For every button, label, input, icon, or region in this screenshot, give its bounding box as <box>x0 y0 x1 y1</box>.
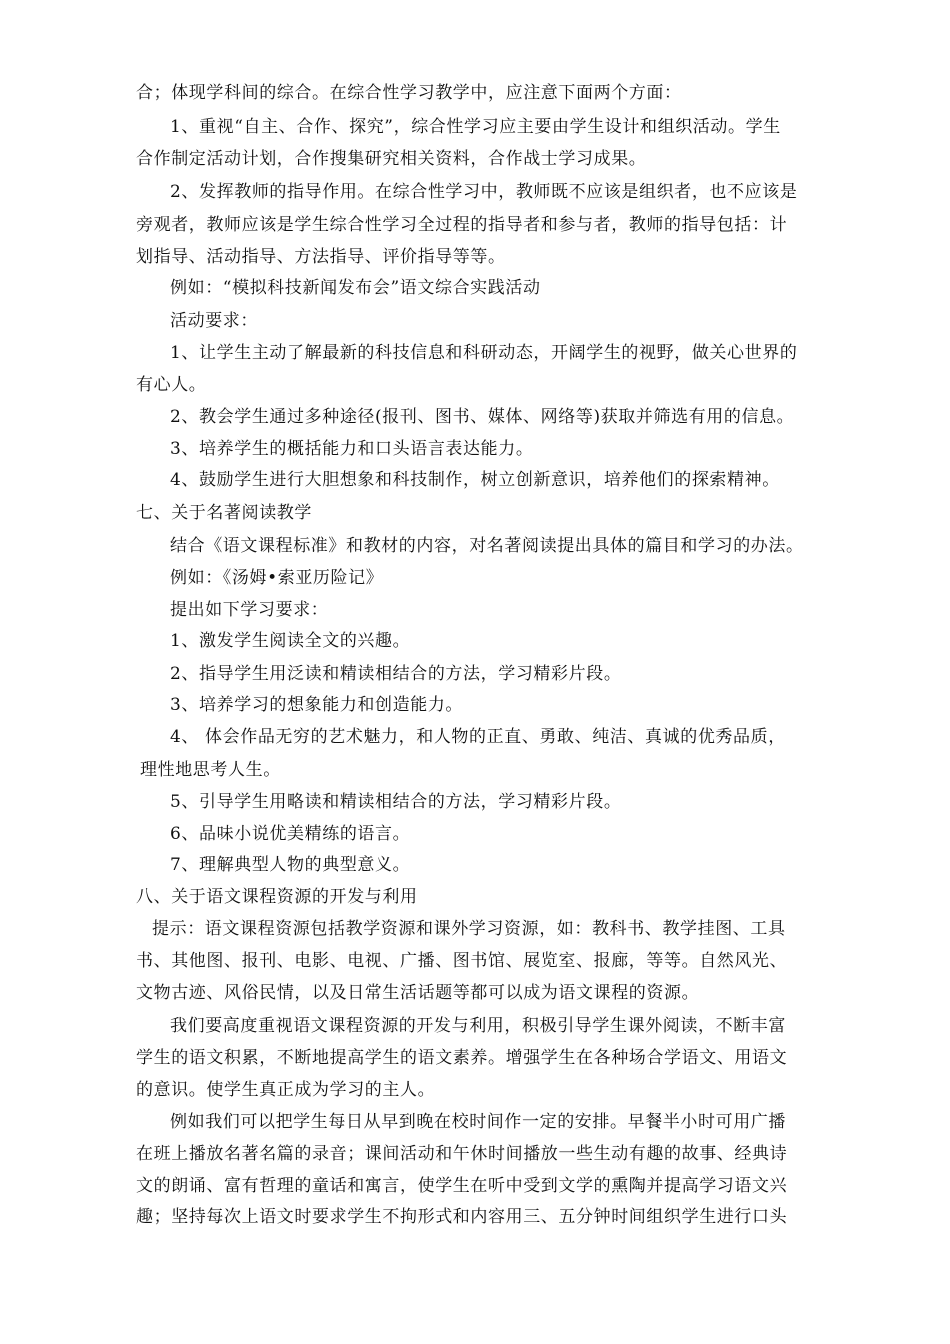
text-line: 文物古迹、风俗民情，以及日常生活话题等都可以成为语文课程的资源。 <box>136 983 700 1003</box>
text-line: 书、其他图、报刊、电影、电视、广播、图书馆、展览室、报廊，等等。自然风光、 <box>136 951 788 971</box>
text-line: 1、重视“自主、合作、探究”，综合性学习应主要由学生设计和组织活动。学生 <box>170 117 781 137</box>
text-line: 例如：《汤姆•索亚历险记》 <box>170 568 384 588</box>
text-line: 在班上播放名著名篇的录音；课间活动和午休时间播放一些生动有趣的故事、经典诗 <box>136 1144 788 1164</box>
section-heading: 七、关于名著阅读教学 <box>136 503 312 523</box>
text-line: 活动要求： <box>170 311 258 331</box>
text-line: 提示：语文课程资源包括教学资源和课外学习资源，如：教科书、教学挂图、工具 <box>152 919 786 939</box>
text-line: 7、理解典型人物的典型意义。 <box>170 855 411 875</box>
text-line: 1、激发学生阅读全文的兴趣。 <box>170 631 411 651</box>
section-heading: 八、关于语文课程资源的开发与利用 <box>136 887 418 907</box>
text-line: 3、培养学习的想象能力和创造能力。 <box>170 695 464 715</box>
text-line: 5、引导学生用略读和精读相结合的方法，学习精彩片段。 <box>170 792 622 812</box>
text-line: 例如我们可以把学生每日从早到晚在校时间作一定的安排。早餐半小时可用广播 <box>170 1112 786 1132</box>
text-line: 例如：“模拟科技新闻发布会”语文综合实践活动 <box>170 278 541 298</box>
text-line: 1、让学生主动了解最新的科技信息和科研动态，开阔学生的视野，做关心世界的 <box>170 343 798 363</box>
text-line: 学生的语文积累，不断地提高学生的语文素养。增强学生在各种场合学语文、用语文 <box>136 1048 788 1068</box>
text-line: 理性地思考人生。 <box>140 760 281 780</box>
text-line: 6、品味小说优美精练的语言。 <box>170 824 411 844</box>
text-line: 2、教会学生通过多种途径(报刊、图书、媒体、网络等)获取并筛选有用的信息。 <box>170 407 795 427</box>
text-line: 旁观者，教师应该是学生综合性学习全过程的指导者和参与者，教师的指导包括：计 <box>136 215 788 235</box>
text-line: 文的朗诵、富有哲理的童话和寓言，使学生在听中受到文学的熏陶并提高学习语文兴 <box>136 1176 788 1196</box>
text-line: 划指导、活动指导、方法指导、评价指导等等。 <box>136 247 506 267</box>
text-line: 3、培养学生的概括能力和口头语言表达能力。 <box>170 439 534 459</box>
text-line: 提出如下学习要求： <box>170 600 329 620</box>
text-line: 我们要高度重视语文课程资源的开发与利用，积极引导学生课外阅读，不断丰富 <box>170 1016 786 1036</box>
text-line: 4、 体会作品无穷的艺术魅力，和人物的正直、勇敢、纯洁、真诚的优秀品质， <box>170 727 786 747</box>
text-line: 的意识。使学生真正成为学习的主人。 <box>136 1080 436 1100</box>
text-line: 4、鼓励学生进行大胆想象和科技制作，树立创新意识，培养他们的探索精神。 <box>170 470 780 490</box>
text-line: 有心人。 <box>136 375 207 395</box>
text-line: 趣；坚持每次上语文时要求学生不拘形式和内容用三、五分钟时间组织学生进行口头 <box>136 1207 788 1227</box>
text-line: 合作制定活动计划，合作搜集研究相关资料，合作战士学习成果。 <box>136 149 647 169</box>
text-line: 2、发挥教师的指导作用。在综合性学习中，教师既不应该是组织者，也不应该是 <box>170 182 798 202</box>
text-line: 合；体现学科间的综合。在综合性学习教学中，应注意下面两个方面： <box>136 83 682 103</box>
text-line: 结合《语文课程标准》和教材的内容，对名著阅读提出具体的篇目和学习的办法。 <box>170 536 804 556</box>
text-line: 2、指导学生用泛读和精读相结合的方法，学习精彩片段。 <box>170 664 622 684</box>
